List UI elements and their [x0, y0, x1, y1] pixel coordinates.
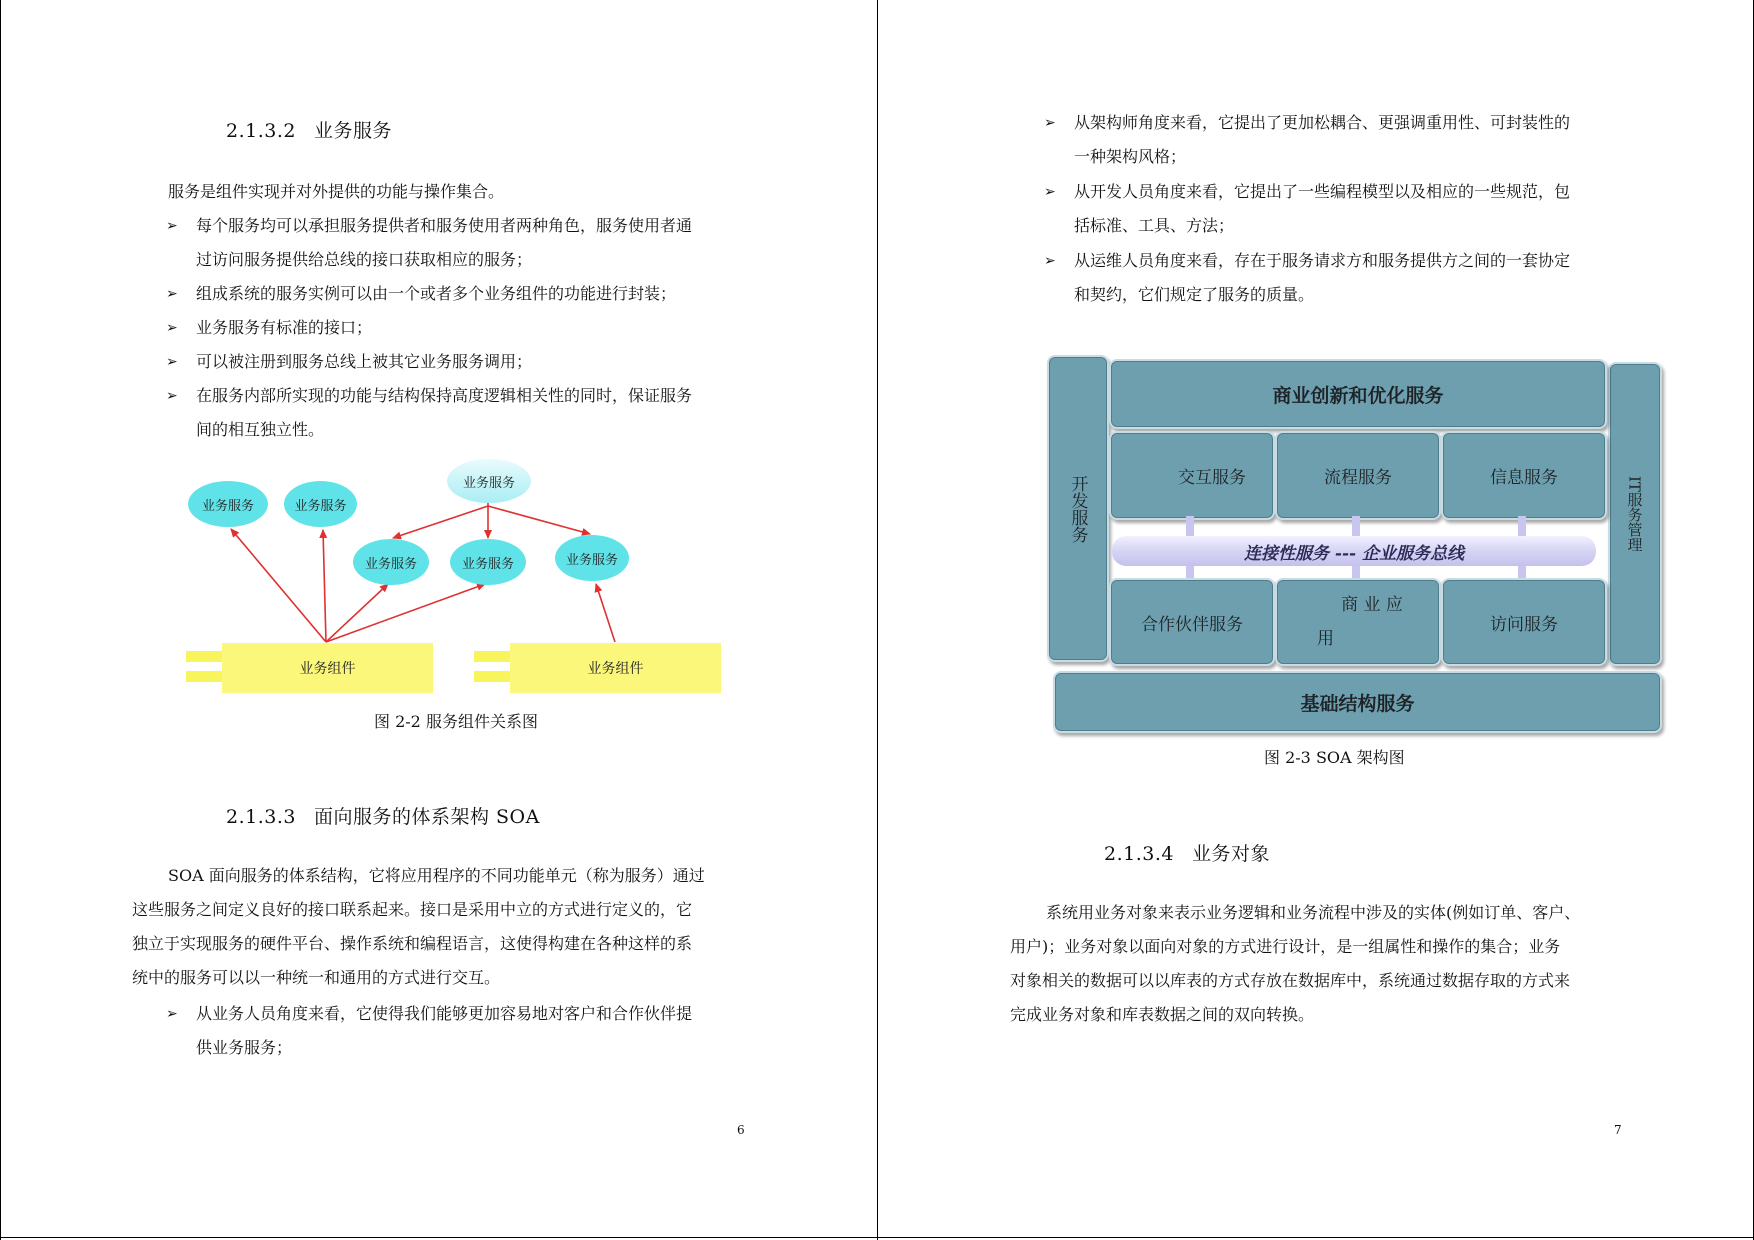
arrow-bullet-icon: ➢: [1044, 184, 1056, 200]
bullet-item: ➢ 从运维人员角度来看，存在于服务请求方和服务提供方之间的一套协定 和契约，它们规定了服务的质量。: [1074, 244, 1570, 312]
access-service-box: 访问服务: [1441, 578, 1607, 666]
business-service-node: 业务服务: [450, 539, 526, 585]
business-service-node: 业务服务: [353, 539, 429, 585]
development-services-column: 开发服务: [1047, 355, 1109, 662]
business-innovation-bar: 商业创新和优化服务: [1109, 359, 1607, 429]
business-component-box: 业务组件: [222, 643, 433, 693]
bullet-item: ➢ 从业务人员角度来看，它使得我们能够更加容易地对客户和合作伙伴提 供业务服务；: [196, 997, 692, 1065]
section-number: 2.1.3.3: [226, 806, 296, 828]
figure-caption: 图 2-2 服务组件关系图: [374, 712, 538, 731]
diagram-arrows: [0, 0, 877, 720]
arrow-bullet-icon: ➢: [166, 286, 178, 302]
it-service-management-column: IT服务管理: [1608, 362, 1662, 666]
bullet-item: ➢ 从架构师角度来看，它提出了更加松耦合、更强调重用性、可封装性的 一种架构风格；: [1074, 106, 1570, 174]
intro-paragraph: 服务是组件实现并对外提供的功能与操作集合。: [168, 182, 505, 201]
enterprise-service-bus: 连接性服务 --- 企业服务总线: [1112, 536, 1596, 566]
page-number: 6: [737, 1123, 745, 1137]
section-number: 2.1.3.4: [1104, 843, 1174, 865]
process-service-box: 流程服务: [1275, 431, 1441, 520]
arrow-bullet-icon: ➢: [166, 320, 178, 336]
arrow-bullet-icon: ➢: [1044, 115, 1056, 131]
bullet-item: ➢ 在服务内部所实现的功能与结构保持高度逻辑相关性的同时，保证服务 间的相互独立性。: [196, 379, 692, 447]
page-divider: [877, 0, 878, 1240]
interaction-service-box: 交互服务: [1109, 431, 1275, 520]
soa-paragraph: SOA 面向服务的体系结构，它将应用程序的不同功能单元（称为服务）通过 这些服务之间定义良好的接口联系起来。接口是采用中立的方式进行定义的，它 独立于实现服务的硬件平台、操作系统和编程语言，这使得构建在各种这样的系 统中的服务可以以一种统一和通用的方式进行交互。: [132, 866, 705, 987]
bullet-item: ➢ 从开发人员角度来看，它提出了一些编程模型以及相应的一些规范，包 括标准、工具、方法；: [1074, 175, 1570, 243]
bullet-item: ➢ 每个服务均可以承担服务提供者和服务使用者两种角色，服务使用者通 过访问服务提供给总线的接口获取相应的服务；: [196, 209, 692, 277]
information-service-box: 信息服务: [1441, 431, 1607, 520]
arrow-bullet-icon: ➢: [166, 1006, 178, 1022]
business-service-node: 业务服务: [284, 481, 357, 527]
page-border-bottom: [0, 1237, 1754, 1238]
section-title: 面向服务的体系架构 SOA: [313, 806, 540, 828]
arrow-bullet-icon: ➢: [166, 218, 178, 234]
section-title: 业务对象: [1191, 843, 1270, 865]
business-service-node: 业务服务: [188, 481, 268, 527]
business-component-box: 业务组件: [510, 643, 721, 693]
business-service-node: 业务服务: [447, 459, 531, 503]
section-heading-2134: [1104, 839, 1270, 866]
arrow-bullet-icon: ➢: [166, 388, 178, 404]
partner-service-box: 合作伙伴服务: [1109, 578, 1275, 666]
figure-caption: 图 2-3 SOA 架构图: [1264, 748, 1405, 767]
section-heading-2133: [226, 802, 540, 829]
arrow-bullet-icon: ➢: [1044, 253, 1056, 269]
business-service-node: 业务服务: [555, 535, 629, 581]
section-number: 2.1.3.2: [226, 120, 296, 142]
business-object-paragraph: 系统用业务对象来表示业务逻辑和业务流程中涉及的实体(例如订单、客户、 用户)；业务对象以面向对象的方式进行设计，是一组属性和操作的集合；业务 对象相关的数据可以以库表的方式存放在数据库中，系统通过数据存取的方式来 完成业务对象和库表数据之间的双向转换。: [1010, 903, 1581, 1024]
section-title: 业务服务: [313, 120, 392, 142]
page-number: 7: [1614, 1123, 1622, 1137]
infrastructure-services-bar: 基础结构服务: [1053, 671, 1662, 733]
arrow-bullet-icon: ➢: [166, 354, 178, 370]
bullet-item: ➢ 组成系统的服务实例可以由一个或者多个业务组件的功能进行封装；: [196, 277, 676, 311]
business-application-box: 商 业 应 用: [1275, 578, 1441, 666]
bullet-item: ➢ 业务服务有标准的接口；: [196, 311, 372, 345]
bullet-item: ➢ 可以被注册到服务总线上被其它业务服务调用；: [196, 345, 532, 379]
